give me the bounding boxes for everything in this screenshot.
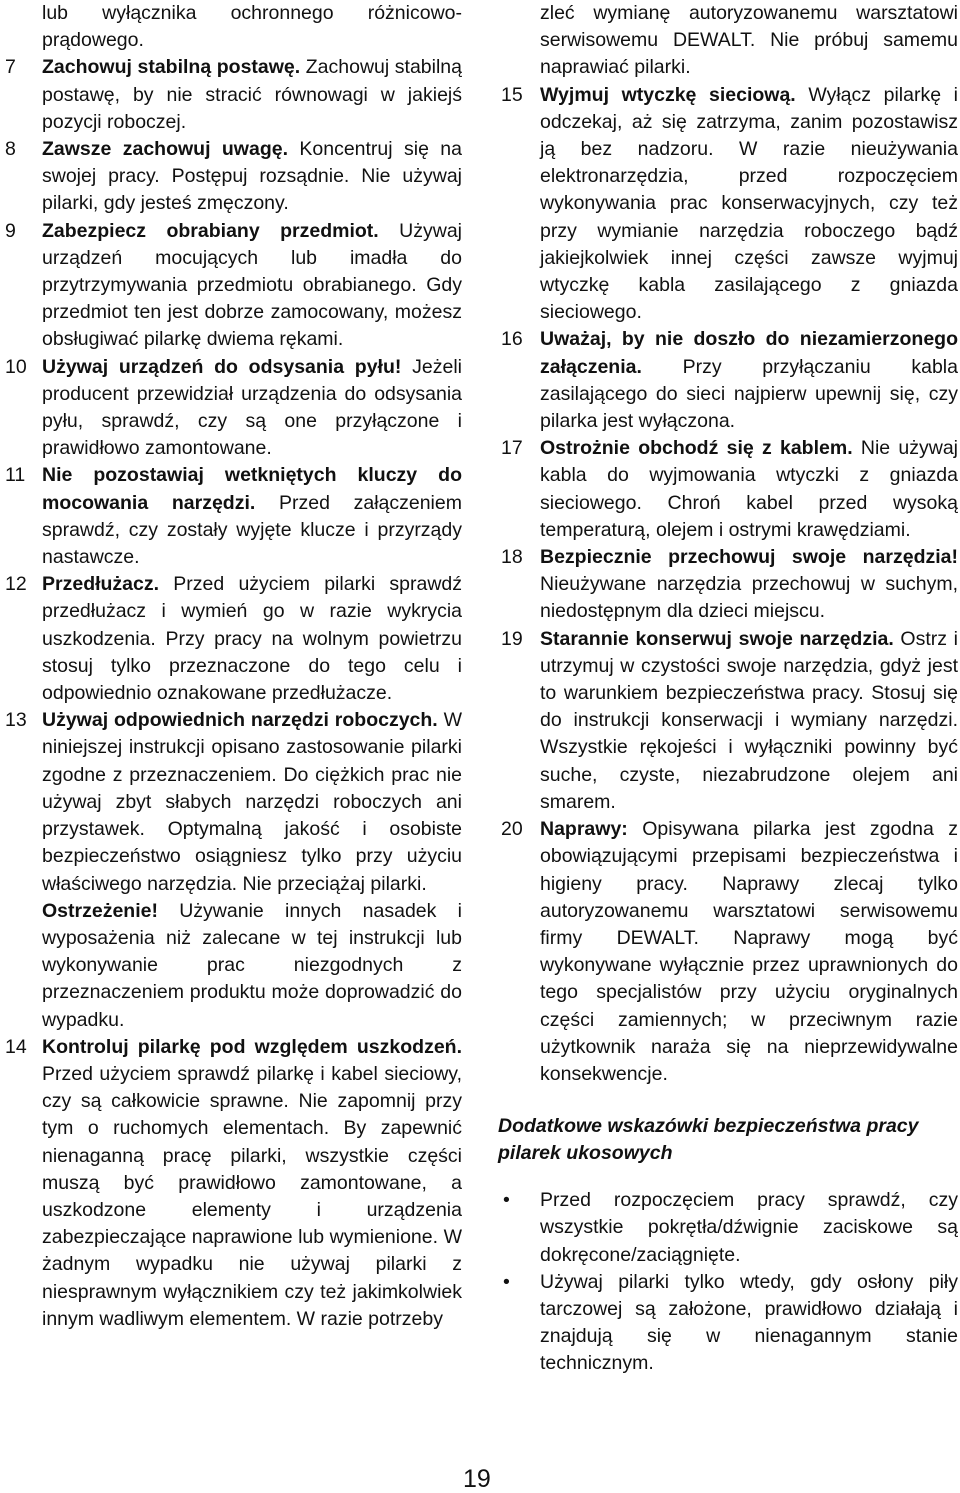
item-title: Kontroluj pilarkę pod względem uszkodzeń. xyxy=(42,1035,462,1058)
safety-item-9 xyxy=(0,218,462,354)
item-text: Opisywana pilarka jest zgodna z obowiązującymi przepisami bezpieczeństwa i higieny pracy. Naprawy zlecaj tylko autoryzowanemu warsztatowi serwisowemu firmy DEWALT. Naprawy mogą być wykonywane wyłącznie przez uprawnionych do tego specjalistów przy użyciu oryginalnych części zamiennych; w przeciwnym razie użytkownik naraża się na nieprzewidywalne konsekwencje. xyxy=(540,818,958,1085)
bullet-text: Używaj pilarki tylko wtedy, gdy osłony piły tarczowej są założone, prawidłowo działają i znajdują się w nienagannym stanie technicznym. xyxy=(540,1270,958,1375)
item-number: 9 xyxy=(5,219,16,242)
item-title: Ostrożnie obchodź się z kablem. xyxy=(540,437,853,460)
item-title: Zabezpiecz obrabiany przedmiot. xyxy=(42,219,379,242)
safety-item-18 xyxy=(498,544,958,626)
continued-paragraph: zleć wymianę autoryzowanemu warsztatowi serwisowemu DEWALT. Nie próbuj samemu naprawiać pilarki. xyxy=(540,2,958,79)
safety-item-15 xyxy=(498,82,958,327)
safety-item-17 xyxy=(498,435,958,544)
continued-paragraph: lub wyłącznika ochronnego różnicowo-prądowego. xyxy=(42,2,462,52)
item-title: Nie pozostawiaj wetkniętych kluczy do mocowania narzędzi. xyxy=(42,464,462,514)
item-number: 10 xyxy=(5,355,27,378)
item-text: Koncentruj się na swojej pracy. Postępuj rozsądnie. Nie używaj pilarki, gdy jesteś zmęczony. xyxy=(42,138,462,215)
item-title: Zachowuj stabilną postawę. xyxy=(42,56,301,79)
warning-paragraph xyxy=(0,898,462,1034)
item-title: Starannie konserwuj swoje narzędzia. xyxy=(540,627,894,650)
item-number: 14 xyxy=(5,1035,27,1058)
item-text: Nieużywane narzędzia przechowuj w suchym, niedostępnym dla dzieci miejscu. xyxy=(540,573,958,623)
item-title: Przedłużacz. xyxy=(42,573,160,596)
item-number: 7 xyxy=(5,56,16,79)
bullet-mark: • xyxy=(503,1270,510,1293)
item-number: 17 xyxy=(501,437,523,460)
item-text: Zachowuj stabilną postawę, by nie stracić równowagi w jakiejś pozycji roboczej. xyxy=(42,56,462,133)
item-text: Jeżeli producent przewidział urządzenia do odsysania pyłu, sprawdź, czy są one przyłączone i prawidłowo zamontowane. xyxy=(42,355,462,460)
safety-item-16 xyxy=(498,326,958,435)
item-text: Nie używaj kabla do wyjmowania wtyczki z gniazda sieciowego. Chroń kabel przed wysoką temperaturą, olejem i ostrymi krawędziami. xyxy=(540,437,958,541)
item-text: Używaj urządzeń mocujących lub imadła do przytrzymywania przedmiotu obrabianego. Gdy przedmiot ten jest dobrze zamocowany, możesz obsługiwać pilarkę dwiema rękami. xyxy=(42,219,462,351)
item-text: Przed użyciem pilarki sprawdź przedłużacz i wymień go w razie wykrycia uszkodzenia. Przy pracy na wolnym powietrzu stosuj tylko przeznaczone do tego celu i odpowiednio oznakowane przedłużacze. xyxy=(42,573,462,705)
warning-title: Ostrzeżenie! xyxy=(42,899,158,922)
safety-item-12 xyxy=(0,571,462,707)
item-text: W niniejszej instrukcji opisano zastosowanie pilarki zgodne z przeznaczeniem. Do ciężkich prac nie używaj zbyt słabych narzędzi roboczych ani przystawek. Optymalną jakość i osobiste bezpieczeństwo osiągniesz tylko przy użyciu właściwego narzędzia. Nie przeciążaj pilarki. xyxy=(42,709,463,895)
item-title: Uważaj, by nie doszło do niezamierzonego załączenia. xyxy=(540,328,958,378)
right-column xyxy=(498,0,958,1378)
item-title: Używaj urządzeń do odsysania pyłu! xyxy=(42,355,402,378)
page-number: 19 xyxy=(463,1465,491,1493)
item-title: Wyjmuj wtyczkę sieciową. xyxy=(540,83,796,106)
safety-item-19 xyxy=(498,626,958,816)
item-text: Wyłącz pilarkę i odczekaj, aż się zatrzyma, zanim pozostawisz ją bez nadzoru. W razie nieużywania elektronarzędzia, przed rozpoczęciem wykonywania prac konserwacyjnych, czy też przy wymianie narzędzia roboczego bądź jakiejkolwiek innej części zawsze wyjmuj wtyczkę kabla zasilającego z gniazda sieciowego. xyxy=(540,83,958,324)
warning-text: Używanie innych nasadek i wyposażenia niż zalecane w tej instrukcji lub wykonywanie prac niezgodnych z przeznaczeniem produktu może doprowadzić do wypadku. xyxy=(42,899,462,1031)
item-number: 16 xyxy=(501,328,523,351)
bullet-text: Przed rozpoczęciem pracy sprawdź, czy wszystkie pokrętła/dźwignie zaciskowe są dokręcone/zaciągnięte. xyxy=(540,1189,958,1266)
item-number: 20 xyxy=(501,818,523,841)
safety-item-11 xyxy=(0,462,462,571)
safety-item-13 xyxy=(0,707,462,897)
item-title: Bezpiecznie przechowuj swoje narzędzia! xyxy=(540,546,958,569)
item-title: Naprawy: xyxy=(540,818,628,841)
item-text: Ostrz i utrzymuj w czystości swoje narzędzia, gdyż jest to warunkiem bezpieczeństwa pracy. Stosuj się do instrukcji konserwacji i wymiany narzędzi. Wszystkie rękojeści i wyłączniki powinny być suche, czyste, niezabrudzone olejem ani smarem. xyxy=(540,627,958,813)
left-column xyxy=(0,0,462,1333)
bullet-mark: • xyxy=(503,1189,510,1212)
item-number: 18 xyxy=(501,546,523,569)
item-number: 11 xyxy=(5,464,26,487)
item-text: Przed użyciem sprawdź pilarkę i kabel sieciowy, czy są całkowicie sprawne. Nie zapomnij przy tym o ruchomych elementach. By zapewnić nienaganną pracę pilarki, wszystkie części muszą być prawidłowo zamontowane, a uszkodzone elementy i urządzenia zabezpieczające naprawione lub wymienione. W żadnym wypadku nie używaj pilarki z niesprawnym wyłącznikiem czy też jakimkolwiek innym wadliwym elementem. W razie potrzeby xyxy=(42,1062,462,1330)
safety-item-10 xyxy=(0,354,462,463)
item-title: Używaj odpowiednich narzędzi roboczych. xyxy=(42,709,438,732)
item-number: 8 xyxy=(5,138,16,161)
safety-item-8 xyxy=(0,136,462,218)
item-number: 15 xyxy=(501,83,523,106)
item-number: 12 xyxy=(5,573,27,596)
safety-item-14 xyxy=(0,1034,462,1333)
item-number: 19 xyxy=(501,627,523,650)
item-text: Przy przyłączaniu kabla zasilającego do sieci najpierw upewnij się, czy pilarka jest wyłączona. xyxy=(540,355,958,433)
item-number: 13 xyxy=(5,709,27,732)
section-heading: Dodatkowe wskazówki bezpieczeństwa pracy pilarek ukosowych xyxy=(498,1115,919,1165)
safety-item-20 xyxy=(498,816,958,1088)
item-title: Zawsze zachowuj uwagę. xyxy=(42,138,288,161)
bullet-item xyxy=(498,1269,958,1378)
safety-item-7 xyxy=(0,54,462,136)
item-text: Przed załączeniem sprawdź, czy zostały wyjęte klucze i przyrządy nastawcze. xyxy=(42,491,462,569)
bullet-item xyxy=(498,1187,958,1269)
